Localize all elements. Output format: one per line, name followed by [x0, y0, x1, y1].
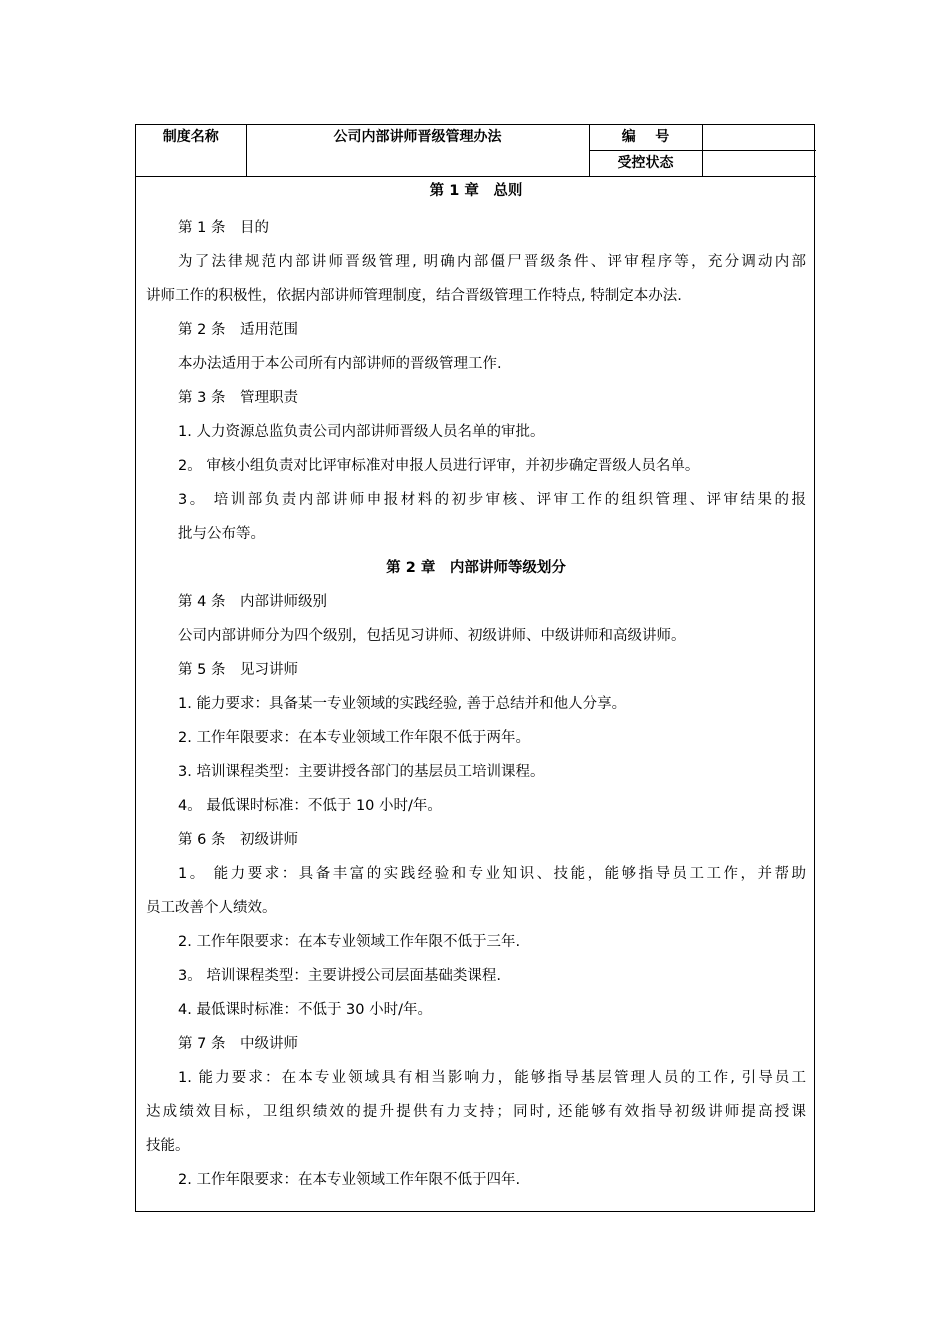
- article-6-item-3: 3。 培训课程类型：主要讲授公司层面基础类课程.: [178, 968, 501, 984]
- article-5-item-2: 2. 工作年限要求：在本专业领域工作年限不低于两年。: [178, 730, 530, 746]
- article-5-title: 第 5 条 见习讲师: [178, 662, 298, 678]
- article-7-title: 第 7 条 中级讲师: [178, 1036, 298, 1052]
- article-6-item-1b: 员工改善个人绩效。: [146, 900, 277, 916]
- article-5-item-1: 1. 能力要求：具备某一专业领域的实践经验, 善于总结并和他人分享。: [178, 696, 627, 712]
- number-label: 编 号: [589, 125, 702, 151]
- policy-name-value: 公司内部讲师晋级管理办法: [246, 125, 589, 177]
- document-page: [135, 124, 815, 1212]
- status-value: [702, 151, 816, 177]
- article-6-item-2: 2. 工作年限要求：在本专业领域工作年限不低于三年.: [178, 934, 521, 950]
- article-2-text-1: 本办法适用于本公司所有内部讲师的晋级管理工作.: [178, 356, 502, 372]
- policy-body: [136, 177, 814, 1197]
- article-7-item-2: 2. 工作年限要求：在本专业领域工作年限不低于四年.: [178, 1172, 521, 1188]
- article-6-item-4: 4. 最低课时标准：不低于 30 小时/年。: [178, 1002, 432, 1018]
- status-label: 受控状态: [589, 151, 702, 177]
- article-3-item-3b: 批与公布等。: [178, 526, 265, 542]
- article-2-title: 第 2 条 适用范围: [178, 322, 298, 338]
- chapter-1-title: 第 1 章 总则: [429, 183, 523, 199]
- article-1-text-2: 讲师工作的积极性，依据内部讲师管理制度，结合晋级管理工作特点, 特制定本办法.: [146, 288, 682, 304]
- article-4-text-1: 公司内部讲师分为四个级别，包括见习讲师、初级讲师、中级讲师和高级讲师。: [178, 628, 686, 644]
- article-1-text-1: 为了法律规范内部讲师晋级管理, 明确内部僵尸晋级条件、评审程序等，充分调动内部: [178, 254, 806, 270]
- article-3-item-2: 2。 审核小组负责对比评审标准对申报人员进行评审，并初步确定晋级人员名单。: [178, 458, 700, 474]
- header-table: [136, 125, 816, 177]
- article-1-title: 第 1 条 目的: [178, 220, 269, 236]
- article-3-title: 第 3 条 管理职责: [178, 390, 298, 406]
- article-6-item-1a: 1。 能力要求：具备丰富的实践经验和专业知识、技能，能够指导员工工作，并帮助: [178, 866, 806, 882]
- number-value: [702, 125, 816, 151]
- article-7-item-1b: 达成绩效目标，卫组织绩效的提升提供有力支持；同时, 还能够有效指导初级讲师提高授课: [146, 1104, 806, 1120]
- article-7-item-1a: 1. 能力要求：在本专业领域具有相当影响力，能够指导基层管理人员的工作, 引导员工: [178, 1070, 806, 1086]
- policy-name-label: 制度名称: [136, 125, 246, 177]
- chapter-2-title: 第 2 章 内部讲师等级划分: [386, 560, 566, 576]
- article-7-item-1c: 技能。: [146, 1138, 190, 1154]
- article-5-item-4: 4。 最低课时标准：不低于 10 小时/年。: [178, 798, 442, 814]
- article-6-title: 第 6 条 初级讲师: [178, 832, 298, 848]
- article-4-title: 第 4 条 内部讲师级别: [178, 594, 327, 610]
- article-3-item-1: 1. 人力资源总监负责公司内部讲师晋级人员名单的审批。: [178, 424, 545, 440]
- article-5-item-3: 3. 培训课程类型：主要讲授各部门的基层员工培训课程。: [178, 764, 545, 780]
- article-3-item-3a: 3。 培训部负责内部讲师申报材料的初步审核、评审工作的组织管理、评审结果的报: [178, 492, 806, 508]
